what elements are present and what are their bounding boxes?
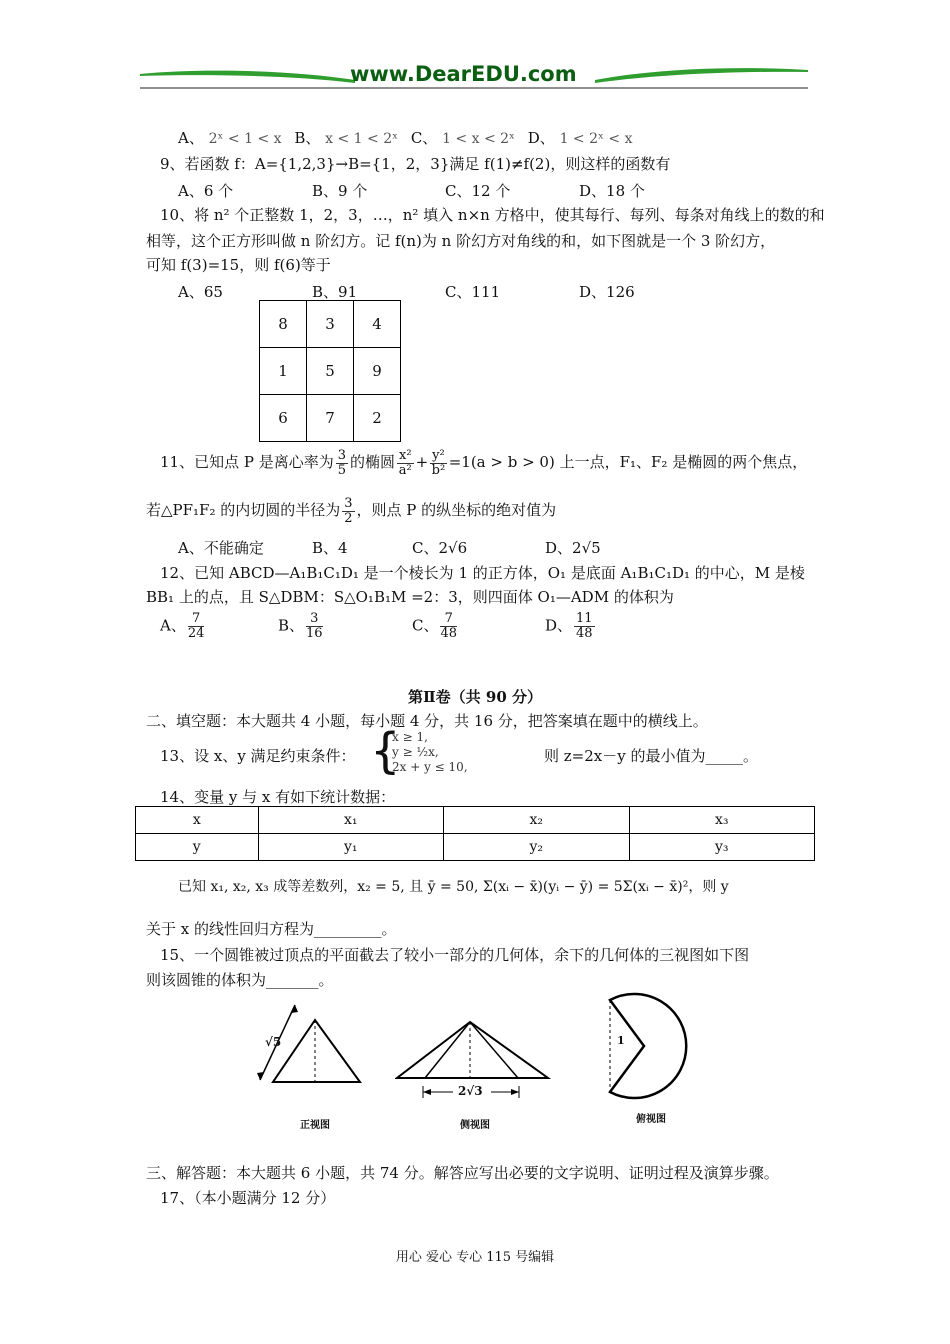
table-cell: x [136,807,259,834]
table-row [136,807,815,834]
q11-r-den: 2 [344,510,353,526]
q12-option-a [160,612,206,641]
q11-text-e: ，则点 P 的纵坐标的绝对值为 [356,501,557,519]
q12-line1: 12、已知 ABCD—A₁B₁C₁D₁ 是一个棱长为 1 的正方体，O₁ 是底面 A₁B₁C₁D₁ 的中心，M 是棱 [160,564,805,582]
q11-option-b: B、4 [312,539,348,557]
q12-frac-b [306,612,323,641]
q8-option-d: 1 < 2ˣ < x [559,131,633,147]
q11-option-d: D、2√5 [545,539,601,557]
q8-option-b: x < 1 < 2ˣ [325,131,399,147]
q11-a2: a² [398,462,412,478]
q12-option-b [278,612,325,641]
q17-title: 17、（本小题满分 12 分） [160,1189,336,1207]
q9-option-a: A、6 个 [178,182,234,200]
magic-cell: 4 [354,301,401,348]
q8-label-a: A、 [178,129,204,147]
q13-brace: { [370,723,401,779]
table-cell: y₃ [629,834,815,861]
q8-option-a: 2ˣ < 1 < x [208,131,282,147]
q14-text: 14、变量 y 与 x 有如下统计数据： [160,788,396,806]
magic-cell: 7 [307,395,354,442]
q14-condition: 已知 x₁, x₂, x₃ 成等差数列，x₂ = 5, 且 ȳ = 50, Σ(xᵢ − x̄)(yᵢ − ȳ) = 5Σ(xᵢ − x̄)²，则 y [178,879,729,895]
q12-num-a: 7 [188,612,205,627]
section2-intro: 二、填空题：本大题共 4 小题，每小题 4 分，共 16 分，把答案填在题中的横线上。 [146,712,708,730]
q12-den-d: 48 [576,626,593,641]
q11-option-a: A、不能确定 [178,539,264,557]
q13-constraint-2: y ≥ ½x, [392,745,439,759]
q15-line1: 15、一个圆锥被过顶点的平面截去了较小一部分的几何体，余下的几何体的三视图如下图 [160,946,750,964]
header-banner [140,62,810,92]
q12-line2: BB₁ 上的点，且 S△DBM：S△O₁B₁M =2：3，则四面体 O₁—ADM 的体积为 [146,588,674,606]
q11-text-a: 11、已知点 P 是离心率为 [160,453,334,471]
q12-option-c [412,612,459,641]
front-view-label: 正视图 [300,1120,330,1131]
magic-cell: 1 [260,348,307,395]
q11-b2: b² [431,462,446,478]
magic-cell: 5 [307,348,354,395]
q13-constraint-1: x ≥ 1, [392,730,428,744]
top-view-diagram [600,990,705,1105]
magic-cell: 3 [307,301,354,348]
table-cell: x₃ [629,807,815,834]
q12-label-b: B、 [278,616,305,635]
q11-x2: x² [399,447,412,463]
q12-den-a: 24 [187,626,205,641]
q11-r-num: 3 [344,495,353,511]
q9-option-c: C、12 个 [445,182,511,200]
q10-line1: 10、将 n² 个正整数 1，2，3，…，n² 填入 n×n 方格中，使其每行、每列、每条对角线上的数的和 [160,206,825,224]
q10-option-b: B、91 [312,283,358,301]
q10-line2: 相等，这个正方形叫做 n 阶幻方。记 f(n)为 n 阶幻方对角线的和，如下图就是一个 3 阶幻方， [146,232,776,250]
q12-frac-a [188,612,205,641]
q11-radius [342,497,354,526]
footer-text: 用心 爱心 专心 115 号编辑 [395,1250,555,1265]
q13-constraints [392,730,468,775]
section3-intro: 三、解答题：本大题共 6 小题，共 74 分。解答应写出必要的文字说明、证明过程及演算步骤。 [146,1164,779,1182]
q12-num-b: 3 [306,612,323,627]
q12-den-c: 48 [440,626,458,641]
top-view-label: 俯视图 [636,1114,666,1125]
q10-option-c: C、111 [445,283,501,301]
q15-line2: 则该圆锥的体积为_______。 [146,971,334,989]
q14-answer-line: 关于 x 的线性回归方程为_________。 [146,920,397,938]
q11-ecc-den: 5 [337,462,346,478]
q12-label-c: C、 [412,616,439,635]
q11-text-c: =1(a > b > 0) 上一点，F₁、F₂ 是椭圆的两个焦点， [448,453,808,471]
q11-text-b: 的椭圆 [350,453,396,471]
q12-num-d: 11 [576,611,593,626]
q10-line3: 可知 f(3)=15，则 f(6)等于 [146,256,331,274]
section2-title: 第Ⅱ卷（共 90 分） [408,688,542,706]
q9-option-d: D、18 个 [579,182,645,200]
q9-option-b: B、9 个 [312,182,368,200]
table-cell: x₁ [258,807,443,834]
magic-cell: 2 [354,395,401,442]
magic-square [259,300,401,442]
q8-label-d: D、 [527,129,555,147]
q8-options [178,127,632,150]
q12-label-a: A、 [160,616,186,635]
table-row [136,834,815,861]
q11-plus: + [415,453,429,471]
q11-text-d: 若△PF₁F₂ 的内切圆的半径为 [146,501,341,519]
table-cell: x₂ [444,807,629,834]
one-label: 1 [617,1034,625,1047]
q10-option-a: A、65 [178,283,223,301]
q12-frac-d [574,612,595,641]
q11-ellipse-term-x [397,449,414,478]
side-view-label: 侧视图 [460,1120,490,1131]
q12-num-c: 7 [440,612,457,627]
table-cell: y₂ [444,834,629,861]
q10-option-d: D、126 [579,283,635,301]
q8-label-b: B、 [294,129,321,147]
q12-label-d: D、 [545,616,573,635]
q11-line2 [146,488,556,532]
q11-eccentricity [336,449,348,478]
q8-option-c: 1 < x < 2ˣ [442,131,515,147]
q13-prefix: 13、设 x、y 满足约束条件： [160,747,356,765]
table-cell: y [136,834,259,861]
q13-suffix: 则 z=2x－y 的最小值为_____。 [544,747,758,765]
q14-stat-table [135,806,815,861]
q12-frac-c [440,612,457,641]
q13-constraint-3: 2x + y ≤ 10, [392,760,468,774]
magic-cell: 6 [260,395,307,442]
q11-ellipse-term-y [430,449,447,478]
q11-ecc-num: 3 [337,447,346,463]
sqrt5-label: √5 [265,1035,282,1049]
magic-cell: 9 [354,348,401,395]
q12-option-d [545,612,597,641]
front-view-diagram [255,995,375,1130]
q9-text: 9、若函数 f：A={1,2,3}→B={1，2，3}满足 f(1)≠f(2)，则这样的函数有 [160,155,671,173]
q12-den-b: 16 [306,626,323,641]
q11-y2: y² [432,447,445,463]
header-logo: www.DearEDU.com [350,62,577,86]
magic-cell: 8 [260,301,307,348]
q8-label-c: C、 [410,129,438,147]
width-2sqrt3-label: 2√3 [458,1084,483,1098]
q11-option-c: C、2√6 [412,539,468,557]
q11-line1 [160,440,807,484]
table-cell: y₁ [258,834,443,861]
